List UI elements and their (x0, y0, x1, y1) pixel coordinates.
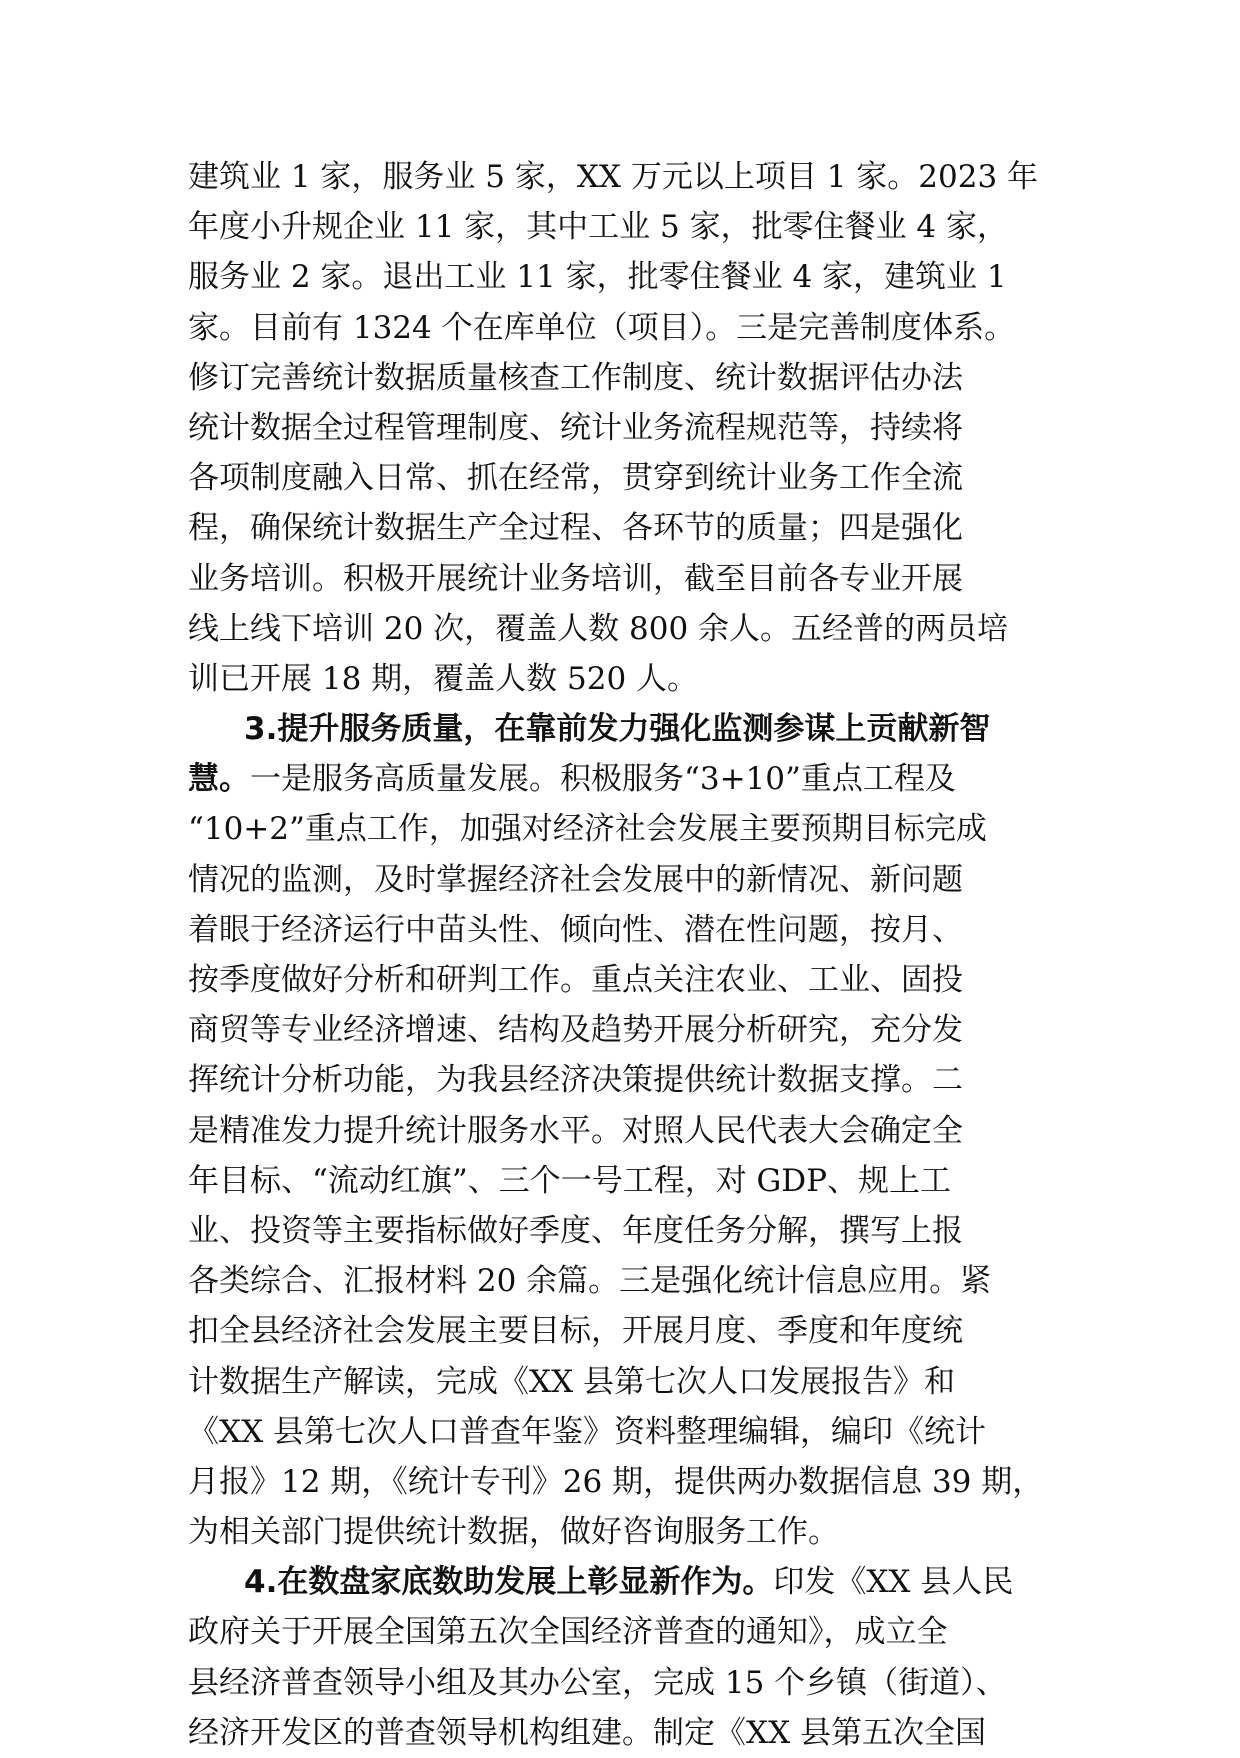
paragraph (188, 704, 1060, 1557)
text-line (188, 704, 1060, 754)
body-text: 训已开展 18 期，覆盖人数 520 人。 (188, 660, 699, 697)
body-text: 年目标、“流动红旗”、三个一号工程，对 GDP、规上工 (188, 1162, 952, 1199)
text-line (188, 152, 1060, 202)
body-text: 业、投资等主要指标做好季度、年度任务分解，撰写上报 (188, 1212, 963, 1249)
body-text: 县经济普查领导小组及其办公室，完成 15 个乡镇（街道）、 (188, 1664, 1007, 1701)
text-line (188, 1557, 1060, 1607)
body-text: 扣全县经济社会发展主要目标，开展月度、季度和年度统 (188, 1313, 963, 1350)
text-line (188, 503, 1060, 553)
body-text: 为相关部门提供统计数据，做好咨询服务工作。 (188, 1514, 839, 1551)
text-line (188, 1055, 1060, 1105)
body-text: 服务业 2 家。退出工业 11 家，批零住餐业 4 家，建筑业 1 (188, 259, 1007, 296)
text-line (188, 855, 1060, 905)
body-text: 《XX 县第七次人口普查年鉴》资料整理编辑，编印《统计 (188, 1413, 986, 1450)
body-text: “10+2”重点工作，加强对经济社会发展主要预期目标完成 (188, 811, 987, 848)
body-text: 按季度做好分析和研判工作。重点关注农业、工业、固投 (188, 962, 963, 998)
text-line (188, 453, 1060, 503)
section-heading-text: 慧。 (188, 761, 250, 798)
body-text: 情况的监测，及时掌握经济社会发展中的新情况、新问题 (188, 861, 963, 898)
text-line (188, 1106, 1060, 1156)
text-line (188, 202, 1060, 252)
body-text: 月报》12 期，《统计专刊》26 期，提供两办数据信息 39 期， (188, 1463, 1044, 1500)
body-text: 印发《XX 县人民 (773, 1564, 1014, 1601)
body-text: 政府关于开展全国第五次全国经济普查的通知》，成立全 (188, 1614, 948, 1651)
text-line (188, 1507, 1060, 1557)
text-line (188, 1005, 1060, 1055)
text-line (188, 905, 1060, 955)
text-line (188, 252, 1060, 302)
text-line (188, 955, 1060, 1005)
text-line (188, 804, 1060, 854)
text-line (188, 353, 1060, 403)
text-line (188, 1357, 1060, 1407)
section-heading-text: 4.在数盘家底数助发展上彰显新作为。 (244, 1564, 774, 1601)
body-text: 各项制度融入日常、抓在经常，贯穿到统计业务工作全流 (188, 460, 963, 497)
text-line (188, 554, 1060, 604)
body-text: 家。目前有 1324 个在库单位（项目）。三是完善制度体系。 (188, 309, 1016, 346)
paragraph (188, 152, 1060, 704)
text-line (188, 1256, 1060, 1306)
body-text: 经济开发区的普查领导机构组建。制定《XX 县第五次全国 (188, 1714, 986, 1751)
text-line (188, 1607, 1060, 1657)
body-text: 计数据生产解读，完成《XX 县第七次人口发展报告》和 (188, 1363, 955, 1400)
body-text: 挥统计分析功能，为我县经济决策提供统计数据支撑。二 (188, 1062, 963, 1099)
text-line (188, 403, 1060, 453)
body-text: 统计数据全过程管理制度、统计业务流程规范等，持续将 (188, 409, 963, 446)
text-line (188, 1407, 1060, 1457)
text-line (188, 303, 1060, 353)
paragraph (188, 1557, 1060, 1758)
section-heading-text: 3.提升服务质量，在靠前发力强化监测参谋上贡献新智 (244, 711, 991, 748)
body-text: 线上线下培训 20 次，覆盖人数 800 余人。五经普的两员培 (188, 610, 1009, 647)
body-text: 商贸等专业经济增速、结构及趋势开展分析研究，充分发 (188, 1012, 963, 1049)
body-text: 是精准发力提升统计服务水平。对照人民代表大会确定全 (188, 1112, 963, 1149)
text-line (188, 1658, 1060, 1708)
text-line (188, 1708, 1060, 1758)
body-text: 建筑业 1 家，服务业 5 家，XX 万元以上项目 1 家。2023 年 (188, 159, 1039, 195)
text-line (188, 754, 1060, 804)
text-line (188, 1156, 1060, 1206)
text-line (188, 1457, 1060, 1507)
document-body (188, 152, 1060, 1758)
body-text: 修订完善统计数据质量核查工作制度、统计数据评估办法 (188, 359, 963, 396)
body-text: 着眼于经济运行中苗头性、倾向性、潜在性问题，按月、 (188, 911, 963, 948)
body-text: 业务培训。积极开展统计业务培训，截至目前各专业开展 (188, 560, 963, 597)
text-line (188, 1206, 1060, 1256)
text-line (188, 654, 1060, 704)
text-line (188, 1306, 1060, 1356)
body-text: 各类综合、汇报材料 20 余篇。三是强化统计信息应用。紧 (188, 1263, 992, 1300)
body-text: 程，确保统计数据生产全过程、各环节的质量；四是强化 (188, 510, 963, 547)
text-line (188, 604, 1060, 654)
body-text: 年度小升规企业 11 家，其中工业 5 家，批零住餐业 4 家， (188, 209, 1009, 246)
body-text: 一是服务高质量发展。积极服务“3+10”重点工程及 (250, 761, 956, 798)
